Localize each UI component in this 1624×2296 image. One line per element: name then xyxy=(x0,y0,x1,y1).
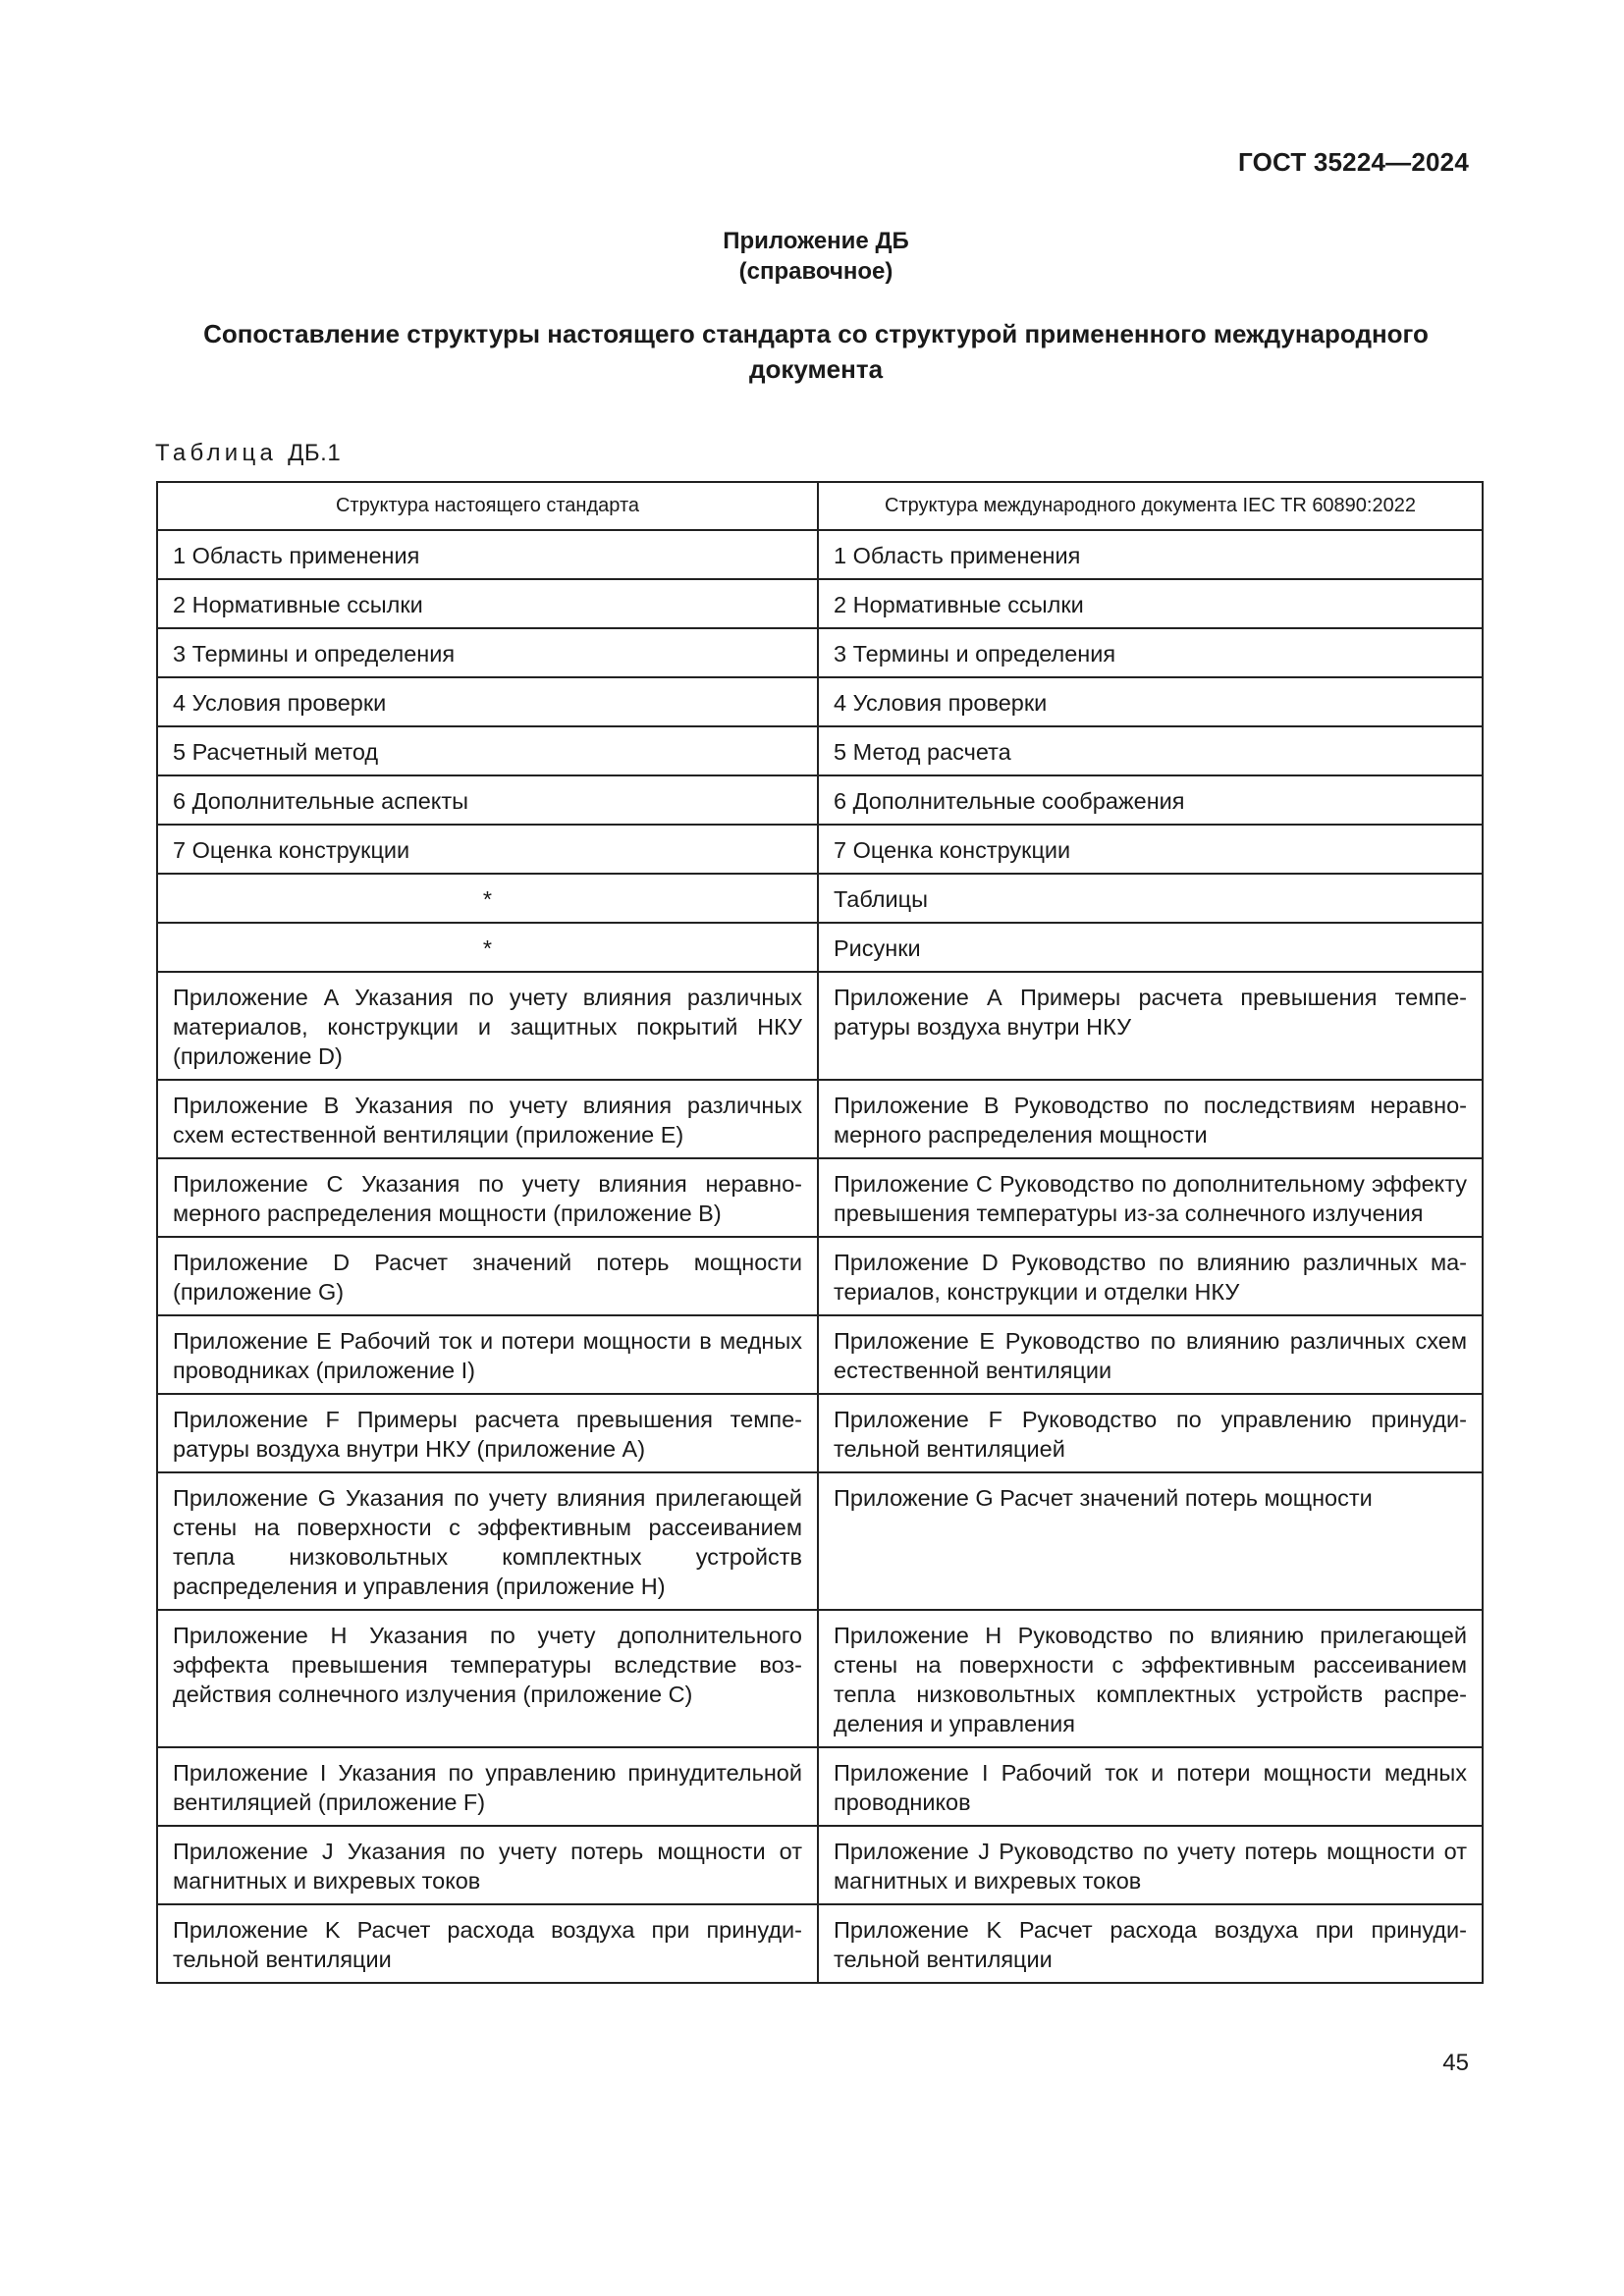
table-row xyxy=(157,1080,1483,1158)
cell-national-structure: 2 Нормативные ссылки xyxy=(157,579,818,628)
cell-national-structure: * xyxy=(157,874,818,923)
appendix-subtitle: (справочное) xyxy=(738,258,893,285)
cell-national-structure: 3 Термины и определения xyxy=(157,628,818,677)
table-row xyxy=(157,1315,1483,1394)
table-row xyxy=(157,1610,1483,1747)
cell-international-structure: Приложение Е Руководство по влиянию различных схем естественной вентиляции xyxy=(818,1315,1483,1394)
cell-international-structure: Приложение Н Руководство по влиянию прилегающей стены на поверхности с эффективным рассеиванием тепла низковольтных комплектных устройств распределения и управления xyxy=(818,1610,1483,1747)
structure-comparison-table xyxy=(156,481,1484,1984)
cell-international-structure: Приложение D Руководство по влиянию различных материалов, конструкции и отделки НКУ xyxy=(818,1237,1483,1315)
cell-national-structure: Приложение I Указания по управлению принудительной вентиляцией (приложение F) xyxy=(157,1747,818,1826)
table-caption xyxy=(155,440,341,467)
appendix-heading xyxy=(0,226,1624,287)
page-number: 45 xyxy=(1442,2050,1469,2076)
cell-international-structure: 7 Оценка конструкции xyxy=(818,825,1483,874)
table-row xyxy=(157,628,1483,677)
cell-international-structure: Приложение F Руководство по управлению принудительной вентиляцией xyxy=(818,1394,1483,1472)
cell-national-structure: Приложение D Расчет значений потерь мощности (приложение G) xyxy=(157,1237,818,1315)
table-body xyxy=(157,530,1483,1983)
cell-international-structure: Таблицы xyxy=(818,874,1483,923)
table-row xyxy=(157,530,1483,579)
table-header-row xyxy=(157,482,1483,530)
cell-international-structure: Приложение С Руководство по дополнительному эффекту превышения температуры из-за солнечного излучения xyxy=(818,1158,1483,1237)
main-title-line-1: Сопоставление структуры настоящего стандарта со структурой примененного международного xyxy=(203,319,1429,348)
header-cell-international: Структура международного документа IEC TR 60890:2022 xyxy=(818,482,1483,530)
table-row xyxy=(157,1237,1483,1315)
cell-national-structure: Приложение F Примеры расчета превышения температуры воздуха внутри НКУ (приложение А) xyxy=(157,1394,818,1472)
table-row xyxy=(157,874,1483,923)
table-row xyxy=(157,1826,1483,1904)
cell-national-structure: * xyxy=(157,923,818,972)
document-code: ГОСТ 35224—2024 xyxy=(1238,147,1469,177)
cell-international-structure: 6 Дополнительные соображения xyxy=(818,775,1483,825)
cell-national-structure: 7 Оценка конструкции xyxy=(157,825,818,874)
cell-national-structure: Приложение Е Рабочий ток и потери мощности в медных проводниках (приложение I) xyxy=(157,1315,818,1394)
cell-international-structure: Рисунки xyxy=(818,923,1483,972)
table-row xyxy=(157,972,1483,1080)
cell-national-structure: Приложение Н Указания по учету дополнительного эффекта превышения температуры вследствие воздействия солнечного излучения (приложение С) xyxy=(157,1610,818,1747)
cell-national-structure: Приложение J Указания по учету потерь мощности от магнитных и вихревых токов xyxy=(157,1826,818,1904)
cell-international-structure: Приложение K Расчет расхода воздуха при принудительной вентиляции xyxy=(818,1904,1483,1983)
table-caption-label: Таблица xyxy=(155,440,278,466)
table-row xyxy=(157,677,1483,726)
table-row xyxy=(157,726,1483,775)
cell-national-structure: 5 Расчетный метод xyxy=(157,726,818,775)
table-caption-number: ДБ.1 xyxy=(288,440,342,466)
cell-national-structure: 4 Условия проверки xyxy=(157,677,818,726)
table-row xyxy=(157,1394,1483,1472)
cell-national-structure: Приложение G Указания по учету влияния прилегающей стены на поверхности с эффективным рассеиванием тепла низковольтных комплектных устройств распределения и управления (приложение Н) xyxy=(157,1472,818,1610)
cell-national-structure: Приложение С Указания по учету влияния неравномерного распределения мощности (приложение В) xyxy=(157,1158,818,1237)
table-row xyxy=(157,1747,1483,1826)
table-row xyxy=(157,1158,1483,1237)
cell-international-structure: Приложение G Расчет значений потерь мощности xyxy=(818,1472,1483,1610)
table-row xyxy=(157,1472,1483,1610)
cell-national-structure: Приложение K Расчет расхода воздуха при принудительной вентиляции xyxy=(157,1904,818,1983)
cell-international-structure: 3 Термины и определения xyxy=(818,628,1483,677)
cell-national-structure: Приложение В Указания по учету влияния различных схем естественной вентиляции (приложение Е) xyxy=(157,1080,818,1158)
cell-international-structure: 5 Метод расчета xyxy=(818,726,1483,775)
table-row xyxy=(157,579,1483,628)
table-row xyxy=(157,825,1483,874)
table-row xyxy=(157,923,1483,972)
cell-international-structure: 1 Область применения xyxy=(818,530,1483,579)
cell-national-structure: 1 Область применения xyxy=(157,530,818,579)
cell-international-structure: 4 Условия проверки xyxy=(818,677,1483,726)
cell-international-structure: Приложение В Руководство по последствиям неравномерного распределения мощности xyxy=(818,1080,1483,1158)
cell-international-structure: Приложение I Рабочий ток и потери мощности медных проводников xyxy=(818,1747,1483,1826)
table-row xyxy=(157,775,1483,825)
cell-international-structure: 2 Нормативные ссылки xyxy=(818,579,1483,628)
cell-international-structure: Приложение J Руководство по учету потерь мощности от магнитных и вихревых токов xyxy=(818,1826,1483,1904)
header-cell-national: Структура настоящего стандарта xyxy=(157,482,818,530)
appendix-title: Приложение ДБ xyxy=(723,228,909,254)
main-title-line-2: документа xyxy=(748,354,884,384)
cell-international-structure: Приложение А Примеры расчета превышения температуры воздуха внутри НКУ xyxy=(818,972,1483,1080)
main-title xyxy=(147,316,1485,387)
table-row xyxy=(157,1904,1483,1983)
cell-national-structure: 6 Дополнительные аспекты xyxy=(157,775,818,825)
cell-national-structure: Приложение А Указания по учету влияния различных материалов, конструкции и защитных покрытий НКУ (приложение D) xyxy=(157,972,818,1080)
